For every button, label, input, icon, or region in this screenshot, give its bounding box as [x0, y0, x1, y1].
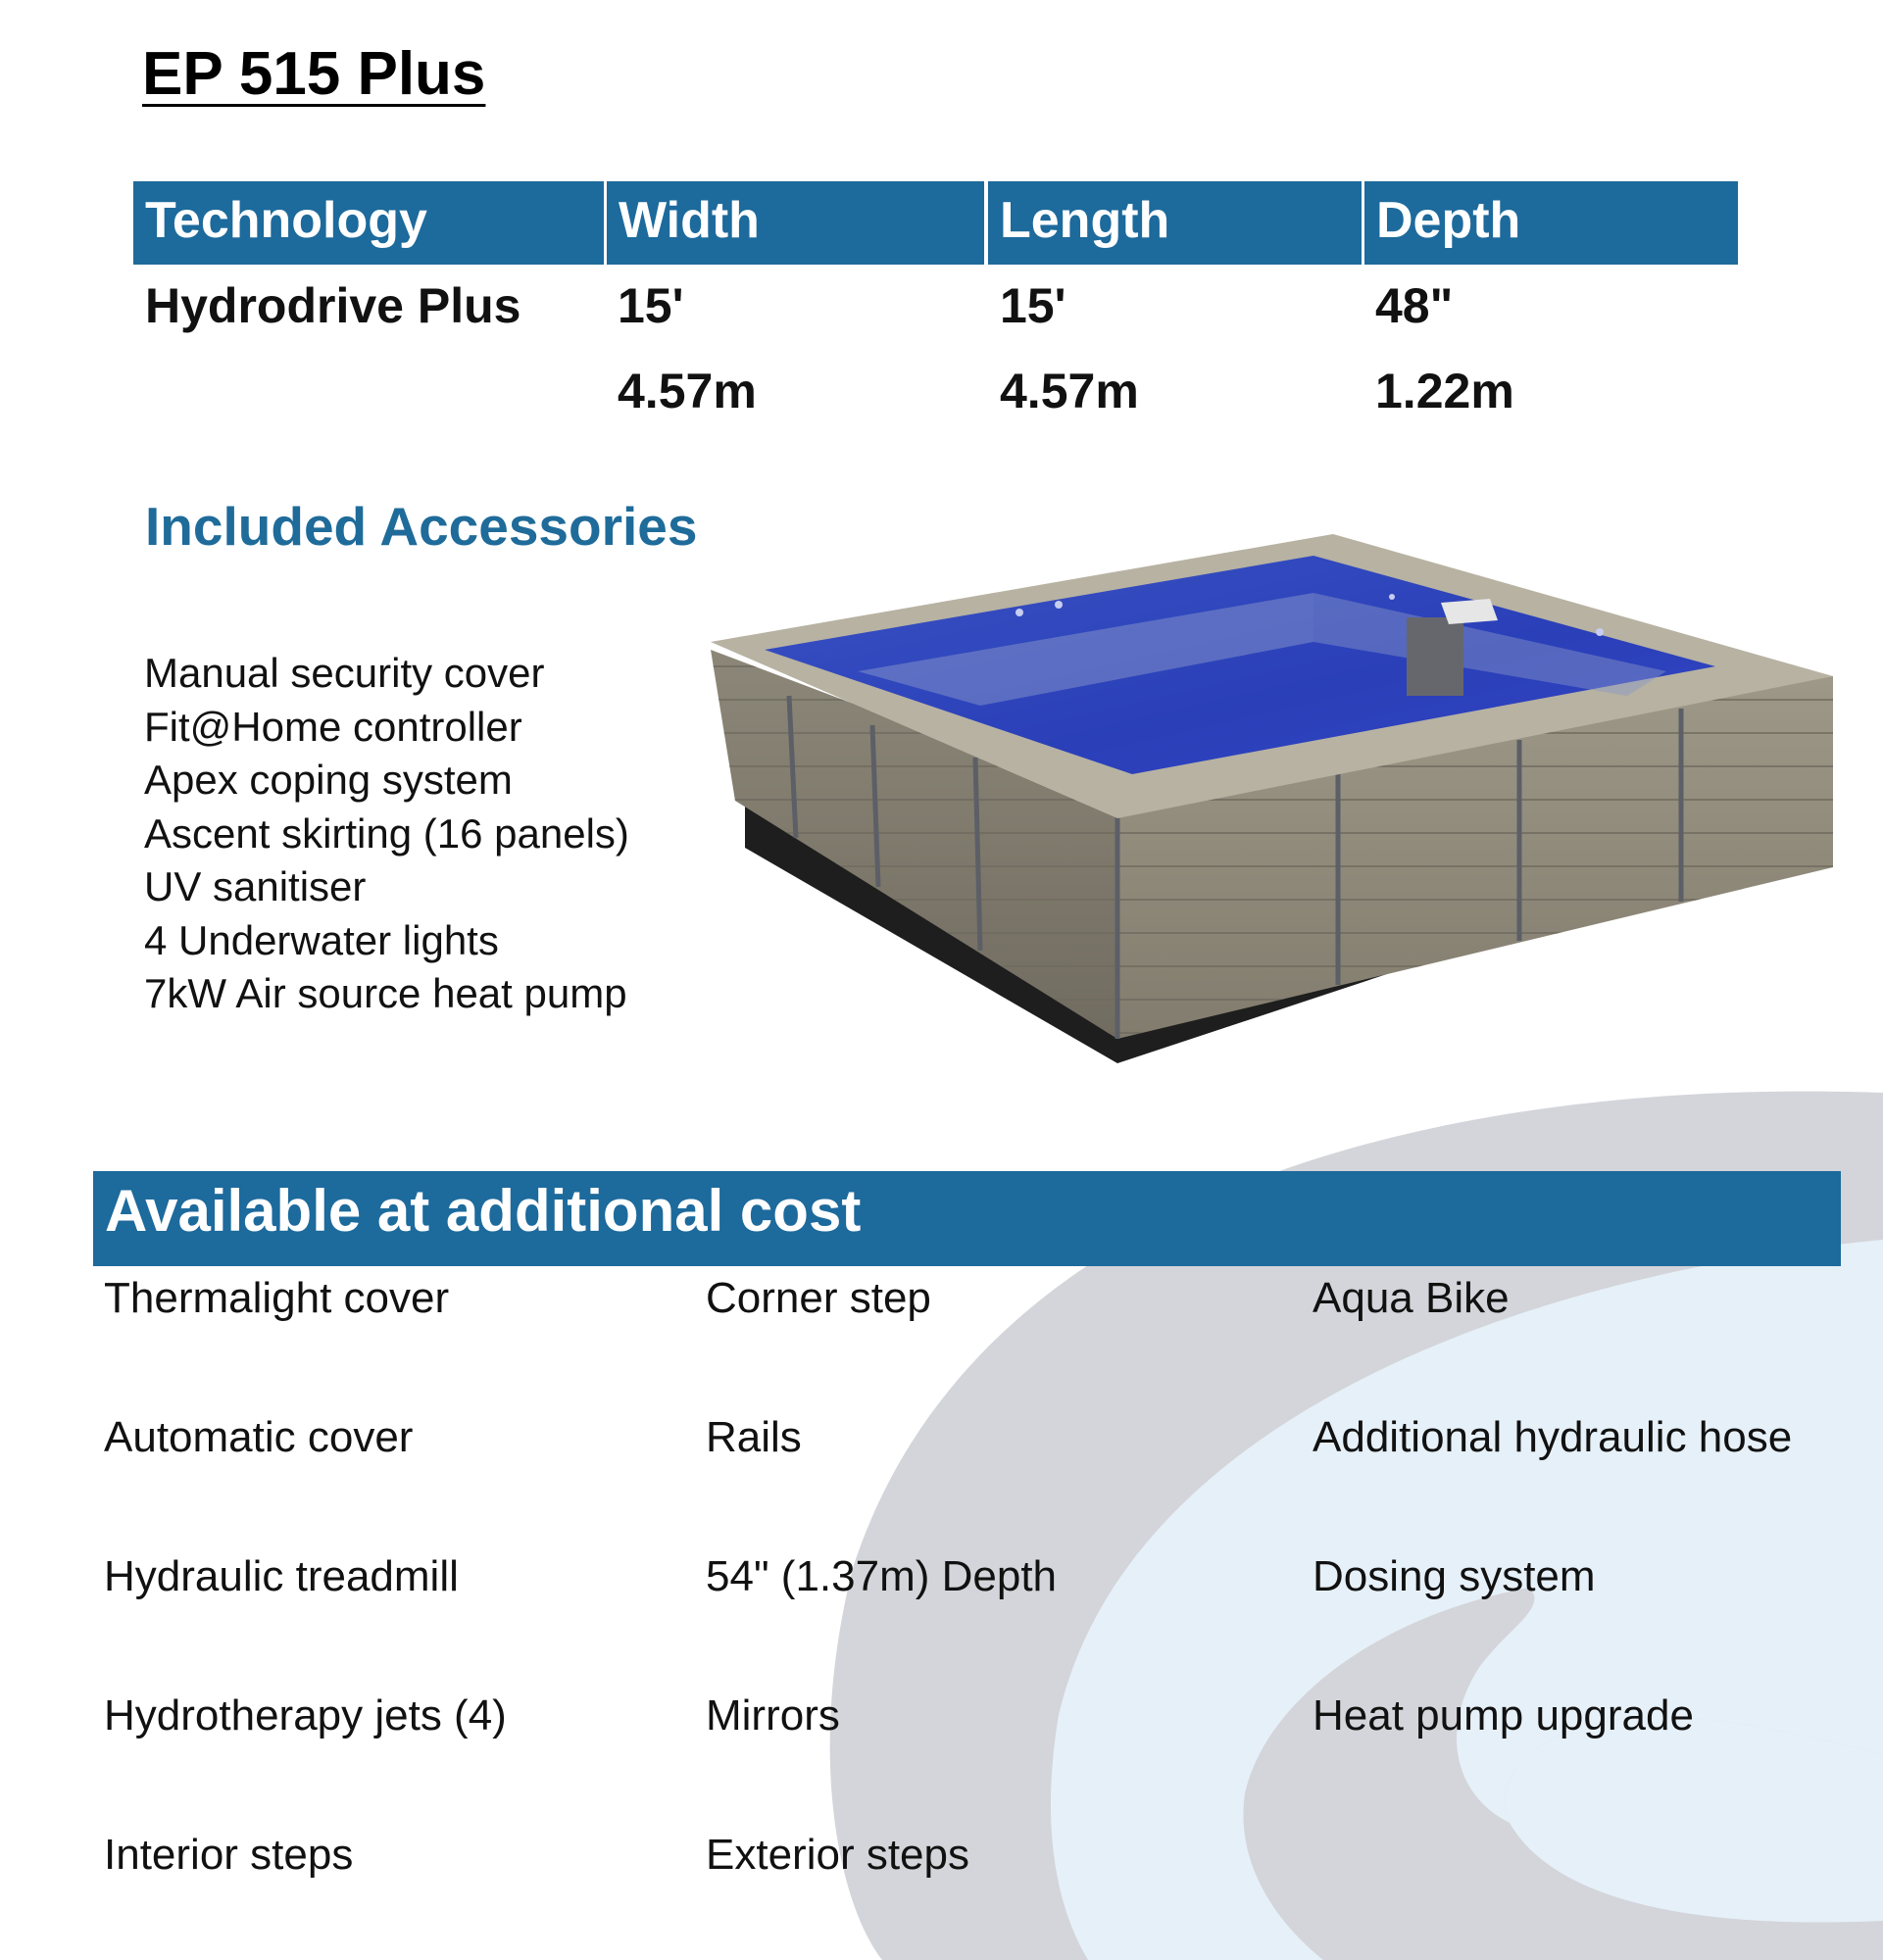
list-item: UV sanitiser	[144, 863, 367, 909]
list-item: Dosing system	[1313, 1552, 1596, 1600]
list-item: Manual security cover	[144, 650, 545, 696]
header-length: Length	[988, 181, 1362, 265]
width-imperial: 15'	[618, 278, 684, 333]
list-item: Fit@Home controller	[144, 703, 522, 750]
list-item: Ascent skirting (16 panels)	[144, 809, 629, 857]
depth-metric: 1.22m	[1375, 364, 1514, 418]
pool-illustration	[706, 534, 1833, 1078]
list-item: Rails	[706, 1413, 802, 1461]
additional-cost-bar	[93, 1171, 1841, 1266]
header-width: Width	[607, 181, 984, 265]
header-technology: Technology	[133, 181, 604, 265]
list-item: 54" (1.37m) Depth	[706, 1552, 1058, 1600]
list-item: Automatic cover	[104, 1413, 414, 1461]
depth-imperial: 48"	[1375, 278, 1454, 333]
length-imperial: 15'	[1000, 278, 1066, 333]
included-accessories-title: Included Accessories	[145, 496, 698, 557]
list-item: Hydrotherapy jets (4)	[104, 1691, 507, 1740]
list-item: Mirrors	[706, 1691, 840, 1740]
width-metric: 4.57m	[618, 364, 757, 418]
list-item: Additional hydraulic hose	[1313, 1413, 1793, 1461]
page-title: EP 515 Plus	[142, 40, 486, 108]
spec-table-header	[133, 181, 1738, 265]
list-item: Corner step	[706, 1274, 931, 1322]
length-metric: 4.57m	[1000, 364, 1139, 418]
included-accessories-list	[144, 647, 629, 1021]
list-item: Exterior steps	[706, 1831, 969, 1879]
list-item: Aqua Bike	[1313, 1274, 1510, 1322]
list-item: 7kW Air source heat pump	[144, 970, 627, 1016]
list-item: Hydraulic treadmill	[104, 1552, 459, 1600]
list-item: Heat pump upgrade	[1313, 1691, 1694, 1740]
list-item: Thermalight cover	[104, 1274, 450, 1322]
header-depth: Depth	[1364, 181, 1738, 265]
list-item: Apex coping system	[144, 757, 513, 803]
list-item: 4 Underwater lights	[144, 916, 499, 963]
additional-cost-title: Available at additional cost	[105, 1178, 862, 1244]
technology-value: Hydrodrive Plus	[145, 278, 521, 333]
list-item: Interior steps	[104, 1831, 354, 1879]
